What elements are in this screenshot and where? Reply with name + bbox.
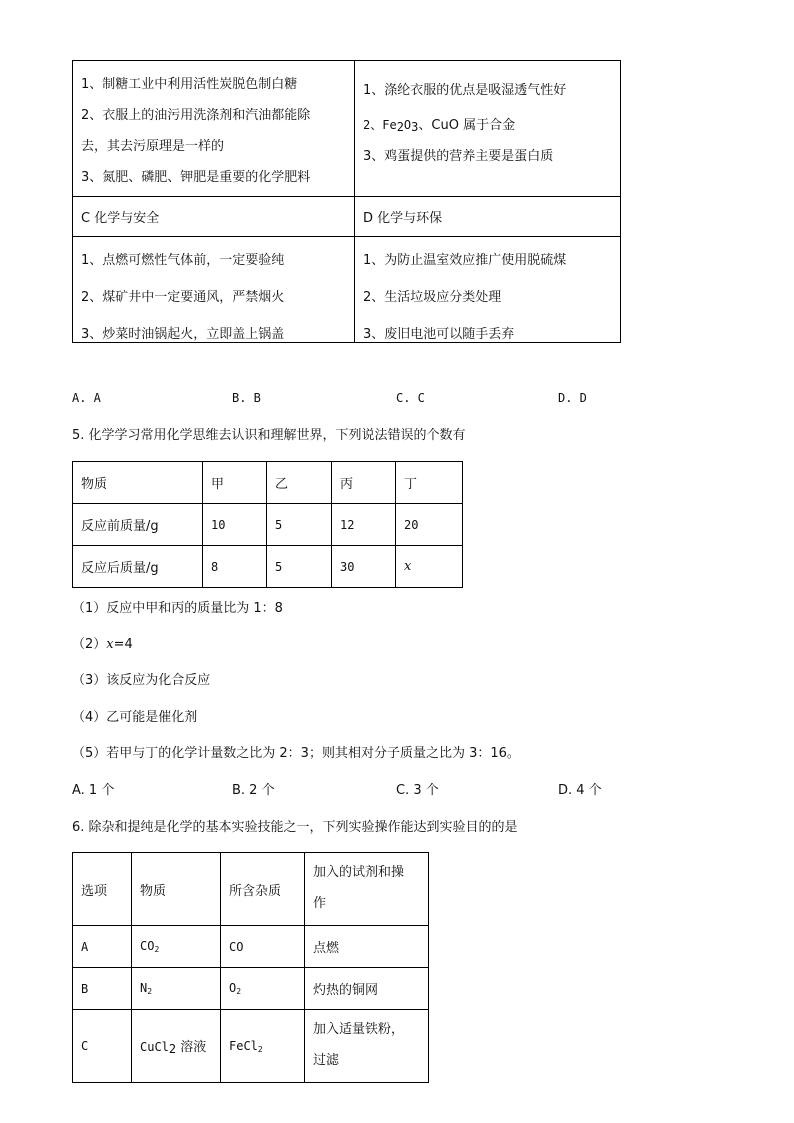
q5-statement-3: （3）该反应为化合反应	[72, 673, 211, 688]
q6-rowA-substance: $CO_2$	[132, 926, 221, 968]
q5-option-d[interactable]: D. 4 个	[558, 783, 602, 798]
q5-th-jia: 甲	[203, 462, 267, 504]
q5-option-b[interactable]: B. 2 个	[232, 783, 275, 798]
q6-rowC-impurity: FeCl$_2$	[221, 1010, 305, 1083]
q5-stem: 5. 化学学习常用化学思维去认识和理解世界，下列说法错误的个数有	[72, 428, 466, 443]
q5-option-a[interactable]: A. 1 个	[72, 783, 115, 798]
q6-th-substance: 物质	[132, 853, 221, 926]
q4-header-c: C 化学与安全	[73, 197, 355, 237]
q5-th-yi: 乙	[267, 462, 332, 504]
q4-table	[72, 60, 621, 343]
q4-cell-b: 1、涤纶衣服的优点是吸湿透气性好 2、$Fe_2O_3$、CuO 属于合金 3、鸡蛋提供的营养主要是蛋白质	[355, 61, 621, 197]
q5-table: 物质 甲 乙 丙 丁 反应前质量/g 10 5 12 20 反应后质量/g 8 5 30 x	[72, 461, 463, 588]
q5-statement-5: （5）若甲与丁的化学计量数之比为 2：3；则其相对分子质量之比为 3：16。	[72, 746, 520, 761]
q5-option-c[interactable]: C. 3 个	[396, 783, 439, 798]
q5-statement-1: （1）反应中甲和丙的质量比为 1：8	[72, 601, 283, 616]
q6-stem: 6. 除杂和提纯是化学的基本实验技能之一，下列实验操作能达到实验目的的是	[72, 820, 518, 835]
q6-table: 选项 物质 所含杂质 加入的试剂和操 作 A $CO_2$ CO 点燃 B $N_2$ $O_2$ 灼热的铜网 C CuCl$_2$ 溶液 FeCl$_2$ 加入适量铁粉， 过滤	[72, 852, 429, 1083]
q6-th-operation: 加入的试剂和操 作	[305, 853, 429, 926]
q4-header-d: D 化学与环保	[355, 197, 621, 237]
q5-th-substance: 物质	[73, 462, 203, 504]
q4-cell-a: 1、制糖工业中利用活性炭脱色制白糖 2、衣服上的油污用洗涤剂和汽油都能除 去，其去污原理是一样的 3、氮肥、磷肥、钾肥是重要的化学肥料	[73, 61, 355, 197]
q4-cell-c: 1、点燃可燃性气体前，一定要验纯 2、煤矿井中一定要通风，严禁烟火 3、炒菜时油锅起火，立即盖上锅盖	[73, 237, 355, 343]
q6-th-option: 选项	[73, 853, 132, 926]
q6-rowC-substance: CuCl$_2$ 溶液	[132, 1010, 221, 1083]
q4-option-d[interactable]: D. D	[558, 391, 587, 405]
q4-cell-b-line2: 2、$Fe_2O_3$、CuO 属于合金	[363, 118, 516, 134]
q5-th-ding: 丁	[396, 462, 463, 504]
q4-option-b[interactable]: B. B	[232, 391, 261, 405]
q6-rowB-substance: $N_2$	[132, 968, 221, 1010]
q5-row2-label: 反应后质量/g	[73, 546, 203, 588]
q4-cell-d: 1、为防止温室效应推广使用脱硫煤 2、生活垃圾应分类处理 3、废旧电池可以随手丢弃	[355, 237, 621, 343]
q5-th-bing: 丙	[332, 462, 396, 504]
q5-row1-label: 反应前质量/g	[73, 504, 203, 546]
q4-option-a[interactable]: A. A	[72, 391, 101, 405]
q5-statement-4: （4）乙可能是催化剂	[72, 710, 198, 725]
q6-th-impurity: 所含杂质	[221, 853, 305, 926]
q5-statement-2: （2）x=4	[72, 637, 133, 652]
q4-option-c[interactable]: C. C	[396, 391, 425, 405]
q6-rowB-impurity: $O_2$	[221, 968, 305, 1010]
q6-rowC-operation: 加入适量铁粉， 过滤	[305, 1010, 429, 1083]
